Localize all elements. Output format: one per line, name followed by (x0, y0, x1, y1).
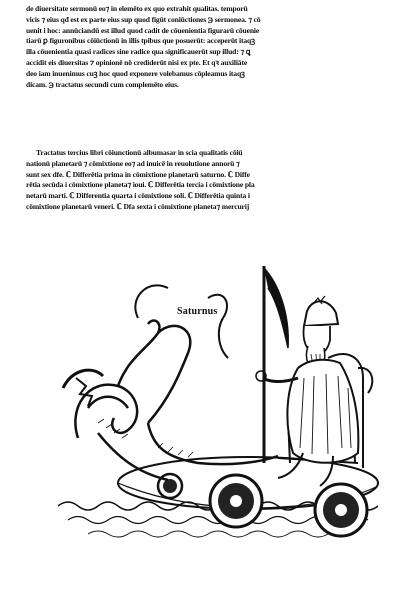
text-line: uenit i hoc: annūciandū est illud quod cadit de cōuenientia figurarū cōuenie (26, 25, 260, 35)
saturn-woodcut-illustration (58, 258, 398, 588)
saturnus-caption: Saturnus (177, 306, 218, 317)
text-line: vicis ⁊ eius qđ est ex parte eius sup quod figūt coniūctiones ℈ sermonea. ⁊ cō (26, 14, 261, 24)
text-line: dicam. ℈ tractatus secundi cum complemēto eius. (26, 79, 179, 89)
text-line: cōmixtione planetarū veneri. ℂ Dfa sexta i cōmixtione planeta⁊ mercurij (26, 201, 250, 211)
text-line: nationū planetarū ⁊ cōmixtione eo⁊ ad inuicē in reuolutione annorū ⁊ (26, 158, 240, 168)
scythe (264, 266, 288, 463)
text-line: sunt sex dfe. ℂ Differētia prima in cōmixtione planetarū saturno. ℂ Diffe (26, 169, 250, 179)
text-line: accidit eis diuersitas ⁊ opinionē nō crediderūt nisi ex pte. Et qꝛ auxiliāte (26, 57, 248, 67)
text-line: netarū marti. ℂ Differentia quarta i cōmixtione soli. ℂ Differētia quinta i (26, 191, 250, 201)
text-paragraph-2 (26, 148, 402, 213)
text-line: Tractatus tercius libri cōiunctionū albumasar in scia qualitatis cōiū (36, 148, 243, 157)
text-line: illa cōuenientia quasi radices sine radice qua significauerūt sup illud: ⁊ ꝗ (26, 47, 251, 57)
chariot-wheels (158, 474, 367, 536)
text-line: rētia secūda i cōmixtione planeta⁊ ioui. ℂ Differētia tercia i cōmixtione pla (26, 180, 255, 190)
dragons (63, 285, 278, 480)
text-line: deo iam inuenimus cuꝫ hoc quod exponere volebamus cōpleamus itaqꝫ (26, 68, 245, 78)
text-line: tiarū ꝑ figuronibus cōiūctionū in illis tpibus que posuerūt: acceperūt itaqꝫ (26, 36, 255, 46)
text-line: de diuersitate sermonū eo⁊ in elemēto ex quo extrahit qualitas. temporū (26, 4, 248, 13)
text-paragraph-1 (26, 4, 402, 90)
